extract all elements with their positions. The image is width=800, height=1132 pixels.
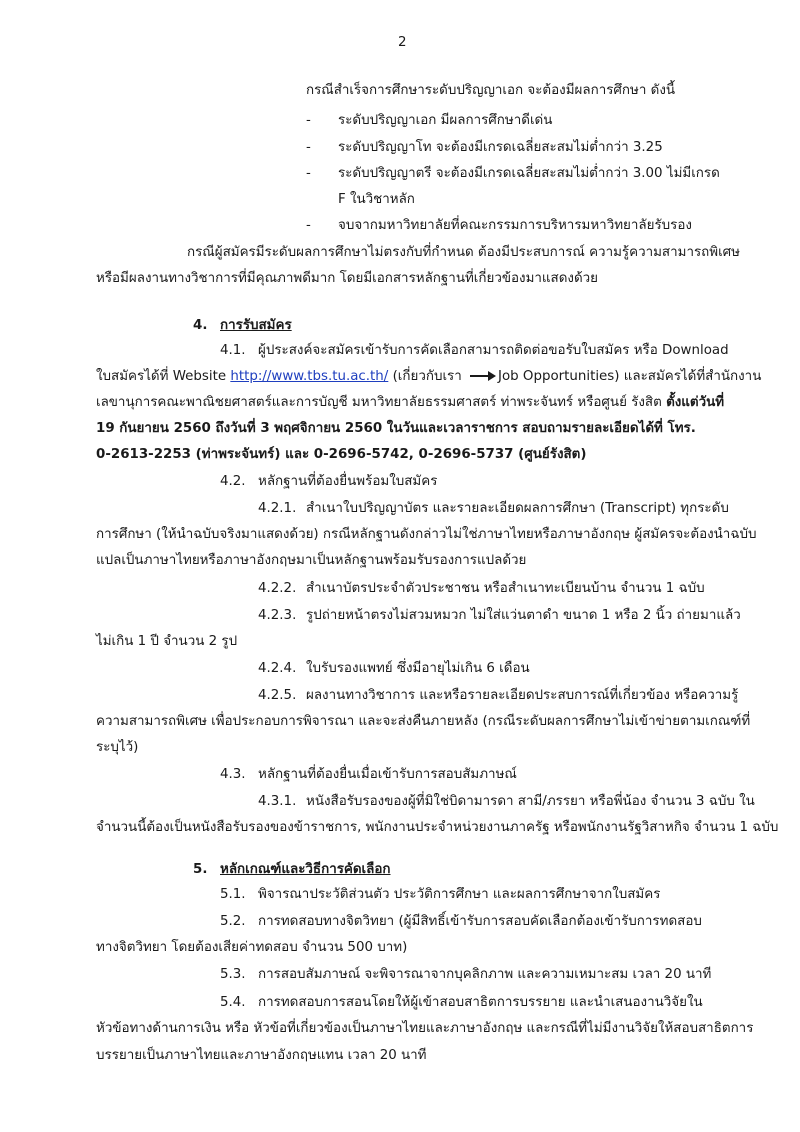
item-4-2-1-line3: แปลเป็นภาษาไทยหรือภาษาอังกฤษมาเป็นหลักฐานพร้อมรับรองการแปลด้วย bbox=[96, 553, 527, 568]
section-4-title: การรับสมัคร bbox=[220, 318, 292, 333]
criteria-university: จบจากมหาวิทยาลัยที่คณะกรรมการบริหารมหาวิทยาลัยรับรอง bbox=[338, 218, 692, 233]
item-4-1-line2: ใบสมัครได้ที่ Website http://www.tbs.tu.ac.th/ (เกี่ยวกับเรา Job Opportunities) และสมัครได้ที่สำนักงาน bbox=[96, 369, 762, 384]
item-4-1-line3: เลขานุการคณะพาณิชยศาสตร์และการบัญชี มหาวิทยาลัยธรรมศาสตร์ ท่าพระจันทร์ หรือศูนย์ รังสิต ตั้งแต่วันที่ bbox=[96, 395, 725, 410]
item-4-3-1-line1: หนังสือรับรองของผู้ที่มิใช่บิดามารดา สามี/ภรรยา หรือพี่น้อง จำนวน 3 ฉบับ ใน bbox=[306, 794, 755, 809]
bullet-dash: - bbox=[306, 166, 311, 181]
item-5-4-line3: บรรยายเป็นภาษาไทยและภาษาอังกฤษแทน เวลา 20 นาที bbox=[96, 1048, 427, 1063]
item-4-2-4-text: ใบรับรองแพทย์ ซึ่งมีอายุไม่เกิน 6 เดือน bbox=[306, 661, 530, 676]
item-4-2-2-number: 4.2.2. bbox=[258, 581, 297, 596]
item-4-1-line4: 19 กันยายน 2560 ถึงวันที่ 3 พฤศจิกายน 2560 ในวันและเวลาราชการ สอบถามรายละเอียดได้ที่ โทร. bbox=[96, 421, 696, 436]
item-5-2-line1: การทดสอบทางจิตวิทยา (ผู้มีสิทธิ์เข้ารับการสอบคัดเลือกต้องเข้ารับการทดสอบ bbox=[258, 914, 702, 929]
item-4-1-number: 4.1. bbox=[220, 343, 246, 358]
item-4-2-text: หลักฐานที่ต้องยื่นพร้อมใบสมัคร bbox=[258, 474, 438, 489]
item-4-2-5-line2: ความสามารถพิเศษ เพื่อประกอบการพิจารณา และจะส่งคืนภายหลัง (กรณีระดับผลการศึกษาไม่เข้าข่ายตามเกณฑ์ที่ bbox=[96, 714, 751, 729]
item-5-3-text: การสอบสัมภาษณ์ จะพิจารณาจากบุคลิกภาพ และความเหมาะสม เวลา 20 นาที bbox=[258, 967, 712, 982]
item-4-2-5-line1: ผลงานทางวิชาการ และหรือรายละเอียดประสบการณ์ที่เกี่ยวข้อง หรือความรู้ bbox=[306, 688, 739, 703]
alt-criteria-line2: หรือมีผลงานทางวิชาการที่มีคุณภาพดีมาก โดยมีเอกสารหลักฐานที่เกี่ยวข้องมาแสดงด้วย bbox=[96, 271, 599, 286]
criteria-intro: กรณีสำเร็จการศึกษาระดับปริญญาเอก จะต้องมีผลการศึกษา ดังนี้ bbox=[306, 83, 676, 98]
alt-criteria-line1: กรณีผู้สมัครมีระดับผลการศึกษาไม่ตรงกับที่กำหนด ต้องมีประสบการณ์ ความรู้ความสามารถพิเศษ bbox=[187, 245, 740, 260]
item-4-2-5-number: 4.2.5. bbox=[258, 688, 297, 703]
section-5-title: หลักเกณฑ์และวิธีการคัดเลือก bbox=[220, 862, 391, 877]
item-5-1-text: พิจารณาประวัติส่วนตัว ประวัติการศึกษา และผลการศึกษาจากใบสมัคร bbox=[258, 887, 661, 902]
page-number: 2 bbox=[398, 35, 407, 50]
item-4-2-1-line1: สำเนาใบปริญญาบัตร และรายละเอียดผลการศึกษา (Transcript) ทุกระดับ bbox=[306, 501, 729, 516]
bullet-dash: - bbox=[306, 113, 311, 128]
item-5-3-number: 5.3. bbox=[220, 967, 246, 982]
item-4-3-number: 4.3. bbox=[220, 767, 246, 782]
item-5-2-line2: ทางจิตวิทยา โดยต้องเสียค่าทดสอบ จำนวน 500 บาท) bbox=[96, 940, 408, 955]
item-4-2-2-text: สำเนาบัตรประจำตัวประชาชน หรือสำเนาทะเบียนบ้าน จำนวน 1 ฉบับ bbox=[306, 581, 705, 596]
item-5-1-number: 5.1. bbox=[220, 887, 246, 902]
arrow-right-icon bbox=[470, 371, 496, 381]
bullet-dash: - bbox=[306, 140, 311, 155]
item-4-1-line1: ผู้ประสงค์จะสมัครเข้ารับการคัดเลือกสามารถติดต่อขอรับใบสมัคร หรือ Download bbox=[258, 343, 729, 358]
item-4-3-text: หลักฐานที่ต้องยื่นเมื่อเข้ารับการสอบสัมภาษณ์ bbox=[258, 767, 517, 782]
item-4-2-4-number: 4.2.4. bbox=[258, 661, 297, 676]
item-5-4-line1: การทดสอบการสอนโดยให้ผู้เข้าสอบสาธิตการบรรยาย และนำเสนองานวิจัยใน bbox=[258, 995, 703, 1010]
section-5-number: 5. bbox=[193, 862, 208, 877]
item-4-2-1-number: 4.2.1. bbox=[258, 501, 297, 516]
item-4-2-3-line1: รูปถ่ายหน้าตรงไม่สวมหมวก ไม่ใส่แว่นตาดำ ขนาด 1 หรือ 2 นิ้ว ถ่ายมาแล้ว bbox=[306, 608, 741, 623]
item-4-2-3-number: 4.2.3. bbox=[258, 608, 297, 623]
bullet-dash: - bbox=[306, 218, 311, 233]
item-4-3-1-line2: จำนวนนี้ต้องเป็นหนังสือรับรองของข้าราชการ, พนักงานประจำหน่วยงานภาครัฐ หรือพนักงานรัฐวิสาหกิจ จำนวน 1 ฉบับ bbox=[96, 820, 779, 835]
item-5-2-number: 5.2. bbox=[220, 914, 246, 929]
website-link[interactable]: http://www.tbs.tu.ac.th/ bbox=[230, 369, 389, 384]
criteria-doctorate: ระดับปริญญาเอก มีผลการศึกษาดีเด่น bbox=[338, 113, 553, 128]
item-5-4-line2: หัวข้อทางด้านการเงิน หรือ หัวข้อที่เกี่ยวข้องเป็นภาษาไทยและภาษาอังกฤษ และกรณีที่ไม่มีงานวิจัยให้สอบสาธิตการ bbox=[96, 1021, 754, 1036]
item-4-2-number: 4.2. bbox=[220, 474, 246, 489]
item-4-3-1-number: 4.3.1. bbox=[258, 794, 297, 809]
criteria-master: ระดับปริญญาโท จะต้องมีเกรดเฉลี่ยสะสมไม่ต่ำกว่า 3.25 bbox=[338, 140, 663, 155]
item-4-2-5-line3: ระบุไว้) bbox=[96, 740, 139, 755]
item-4-2-1-line2: การศึกษา (ให้นำฉบับจริงมาแสดงด้วย) กรณีหลักฐานดังกล่าวไม่ใช่ภาษาไทยหรือภาษาอังกฤษ ผู้สมัครจะต้องนำฉบับ bbox=[96, 527, 757, 542]
section-4-number: 4. bbox=[193, 318, 208, 333]
item-5-4-number: 5.4. bbox=[220, 995, 246, 1010]
criteria-bachelor-cont: F ในวิชาหลัก bbox=[338, 192, 415, 207]
criteria-bachelor: ระดับปริญญาตรี จะต้องมีเกรดเฉลี่ยสะสมไม่ต่ำกว่า 3.00 ไม่มีเกรด bbox=[338, 166, 720, 181]
item-4-1-line5: 0-2613-2253 (ท่าพระจันทร์) และ 0-2696-5742, 0-2696-5737 (ศูนย์รังสิต) bbox=[96, 447, 587, 462]
item-4-2-3-line2: ไม่เกิน 1 ปี จำนวน 2 รูป bbox=[96, 634, 238, 649]
